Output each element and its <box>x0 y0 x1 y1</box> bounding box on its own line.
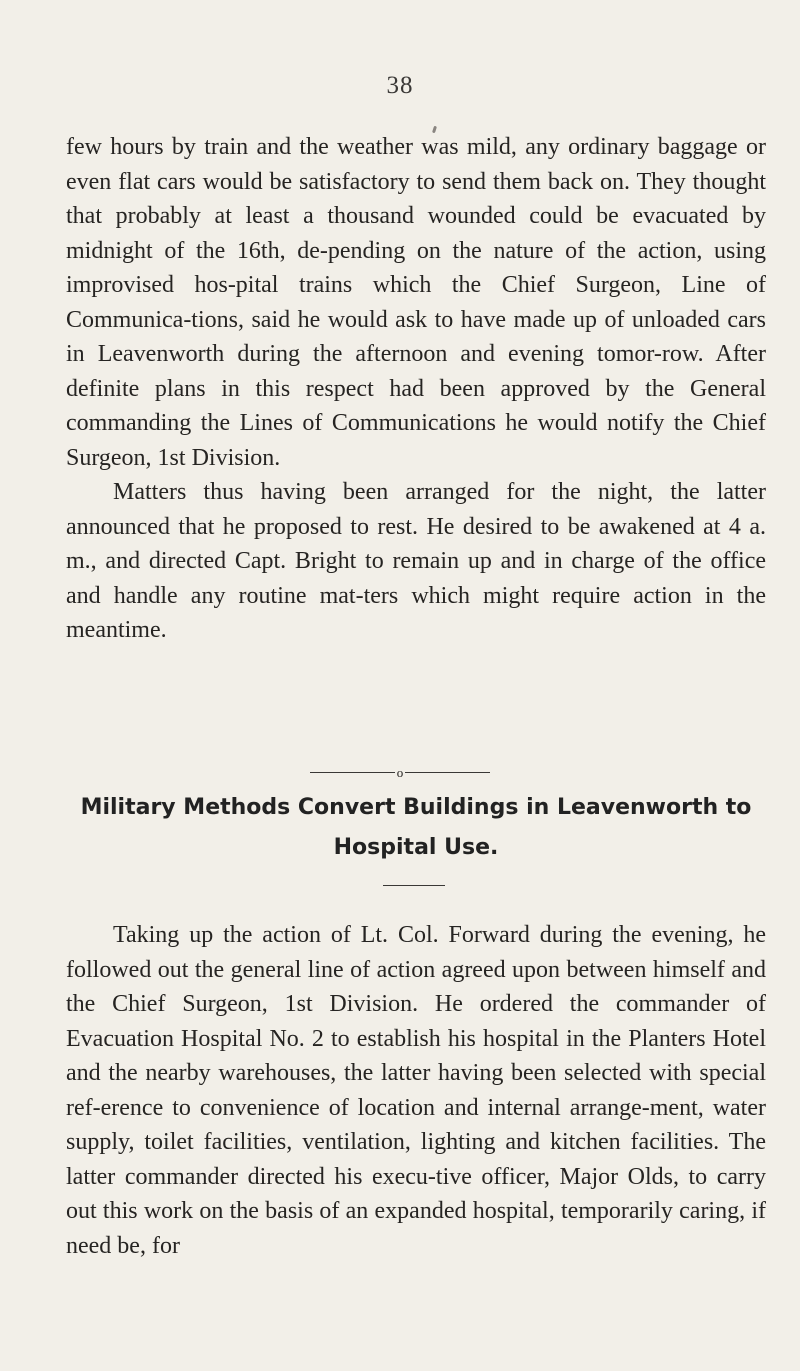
paragraph: Matters thus having been arranged for the night, the latter announced that he proposed to rest. He desired to be awakened at 4 a. m., and directed Capt. Bright to remain up and in charge of the office and handle any routine mat-ters which might require action in the meantime. <box>66 479 766 643</box>
text-block-bottom <box>66 918 766 1263</box>
separator-rule-right <box>405 772 490 773</box>
section-heading: Military Methods Convert Buildings in Leavenworth to Hospital Use. <box>80 795 752 860</box>
text-block-top <box>66 130 766 648</box>
separator-mark: o <box>396 764 404 780</box>
section-separator <box>0 762 800 782</box>
paragraph: few hours by train and the weather was mild, any ordinary baggage or even flat cars would be satisfactory to send them back on. They thought that probably at least a thousand wounded could be evacuated by midnight of the 16th, de-pending on the nature of the action, using improvised hos-pital trains which the Chief Surgeon, Line of Communica-tions, said he would ask to have made up of unloaded cars in Leavenworth during the afternoon and evening tomor-row. After definite plans in this respect had been approved by the General commanding the Lines of Communications he would notify the Chief Surgeon, 1st Division. <box>66 134 766 471</box>
separator-rule-left <box>310 772 395 773</box>
paragraph: Taking up the action of Lt. Col. Forward during the evening, he followed out the general line of action agreed upon between himself and the Chief Surgeon, 1st Division. He ordered the commander of Evacuation Hospital No. 2 to establish his hospital in the Planters Hotel and the nearby warehouses, the latter having been selected with special ref-erence to convenience of location and internal arrange-ment, water supply, toilet facilities, ventilation, lighting and kitchen facilities. The latter commander directed his execu-tive officer, Major Olds, to carry out this work on the basis of an expanded hospital, temporarily caring, if need be, for <box>66 922 766 1259</box>
page-number: 38 <box>386 72 414 99</box>
heading-underline-rule <box>383 885 445 886</box>
